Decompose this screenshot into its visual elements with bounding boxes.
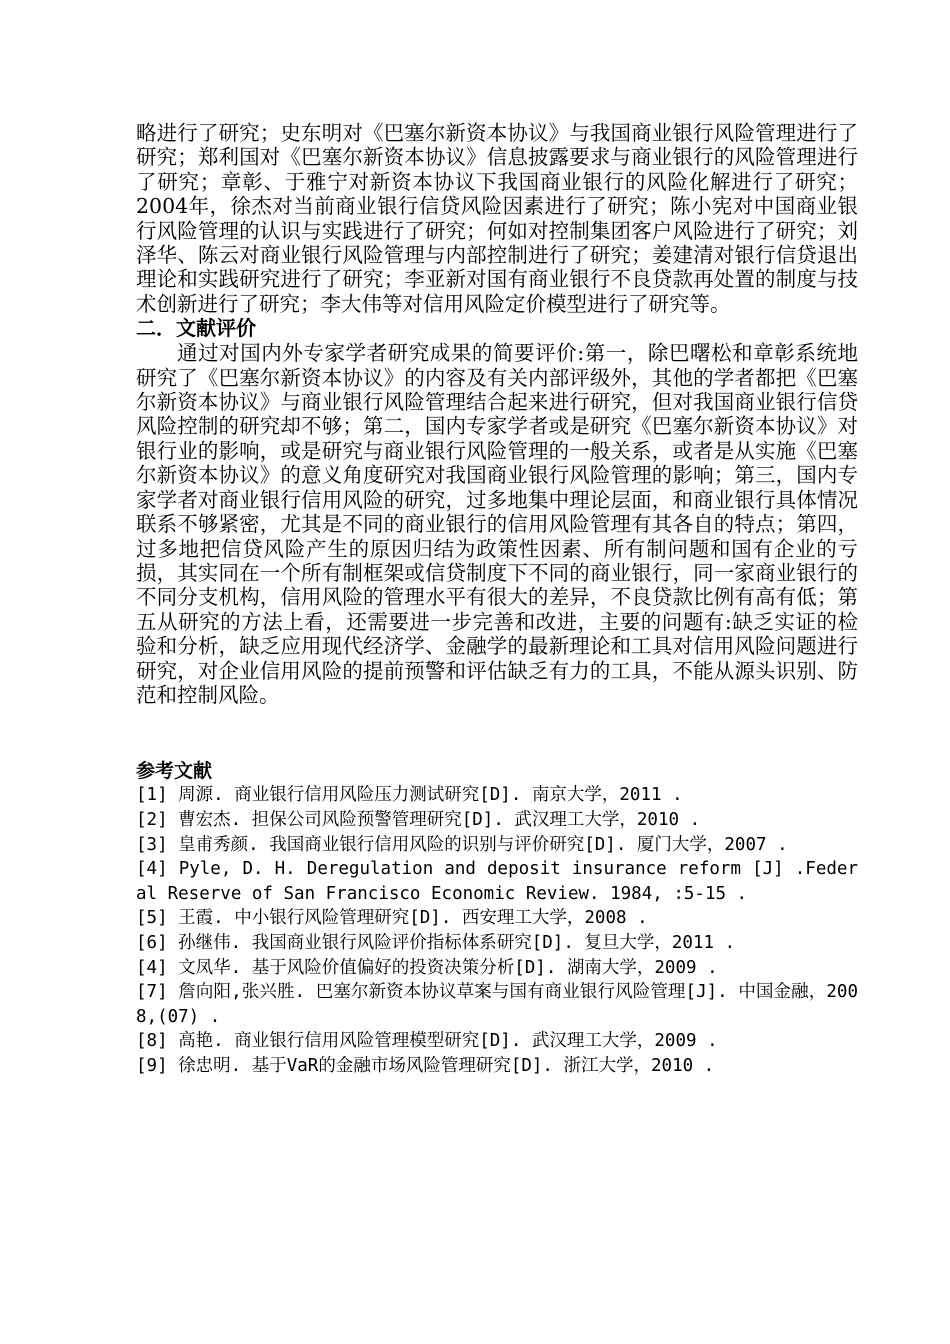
reference-item: [4] Pyle, D. H. Deregulation and deposit insurance reform [J] .Federal Reserve of San Francisco Economic Review. 1984, :5-15 . xyxy=(136,859,858,904)
body-paragraph-2: 通过对国内外专家学者研究成果的简要评价:第一，除巴曙松和章彰系统地研究了《巴塞尔新资本协议》的内容及有关内部评级外，其他的学者都把《巴塞尔新资本协议》与商业银行风险管理结合起来进行研究，但对我国商业银行信贷风险控制的研究却不够；第二，国内专家学者或是研究《巴塞尔新资本协议》对银行业的影响，或是研究与商业银行风险管理的一般关系，或者是从实施《巴塞尔新资本协议》的意义角度研究对我国商业银行风险管理的影响；第三，国内专家学者对商业银行信用风险的研究，过多地集中理论层面，和商业银行具体情况联系不够紧密，尤其是不同的商业银行的信用风险管理有其各自的特点；第四，过多地把信贷风险产生的原因归结为政策性因素、所有制问题和国有企业的亏损，其实同在一个所有制框架或信贷制度下不同的商业银行，同一家商业银行的不同分支机构，信用风险的管理水平有很大的差异，不良贷款比例有高有低；第五从研究的方法上看，还需要进一步完善和改进，主要的问题有:缺乏实证的检验和分析，缺乏应用现代经济学、金融学的最新理论和工具对信用风险问题进行研究，对企业信用风险的提前预警和评估缺乏有力的工具，不能从源头识别、防范和控制风险。 xyxy=(136,341,858,707)
reference-item: [8] 高艳. 商业银行信用风险管理模型研究[D]. 武汉理工大学，2009 . xyxy=(136,1031,718,1052)
reference-item: [6] 孙继伟. 我国商业银行风险评价指标体系研究[D]. 复旦大学，2011 . xyxy=(136,932,736,953)
reference-item: [7] 詹向阳,张兴胜. 巴塞尔新资本协议草案与国有商业银行风险管理[J]. 中国金融，2008,(07) . xyxy=(136,982,858,1027)
references-list xyxy=(136,783,858,1078)
reference-item: [3] 皇甫秀颜. 我国商业银行信用风险的识别与评价研究[D]. 厦门大学，2007 . xyxy=(136,834,788,855)
reference-item: [9] 徐忠明. 基于VaR的金融市场风险管理研究[D]. 浙江大学，2010 . xyxy=(136,1055,715,1076)
section-heading-literature-review: 二．文献评价 xyxy=(136,316,256,341)
references-heading: 参考文献 xyxy=(136,760,213,783)
reference-item: [1] 周源. 商业银行信用风险压力测试研究[D]. 南京大学，2011 . xyxy=(136,785,683,806)
document-page xyxy=(136,121,858,1078)
body-paragraph-1: 略进行了研究；史东明对《巴塞尔新资本协议》与我国商业银行风险管理进行了研究；郑利国对《巴塞尔新资本协议》信息披露要求与商业银行的风险管理进行了研究；章彰、于雅宁对新资本协议下我国商业银行的风险化解进行了研究； 2004年，徐杰对当前商业银行信贷风险因素进行了研究；陈小宪对中国商业银行风险管理的认识与实践进行了研究；何如对控制集团客户风险进行了研究；刘泽华、陈云对商业银行风险管理与内部控制进行了研究；姜建清对银行信贷退出理论和实践研究进行了研究；李亚新对国有商业银行不良贷款再处置的制度与技术创新进行了研究；李大伟等对信用风险定价模型进行了研究等。 xyxy=(136,121,858,316)
reference-item: [2] 曹宏杰. 担保公司风险预警管理研究[D]. 武汉理工大学，2010 . xyxy=(136,809,701,830)
reference-item: [5] 王霞. 中小银行风险管理研究[D]. 西安理工大学，2008 . xyxy=(136,908,648,929)
reference-item: [4] 文凤华. 基于风险价值偏好的投资决策分析[D]. 湖南大学，2009 . xyxy=(136,957,718,978)
